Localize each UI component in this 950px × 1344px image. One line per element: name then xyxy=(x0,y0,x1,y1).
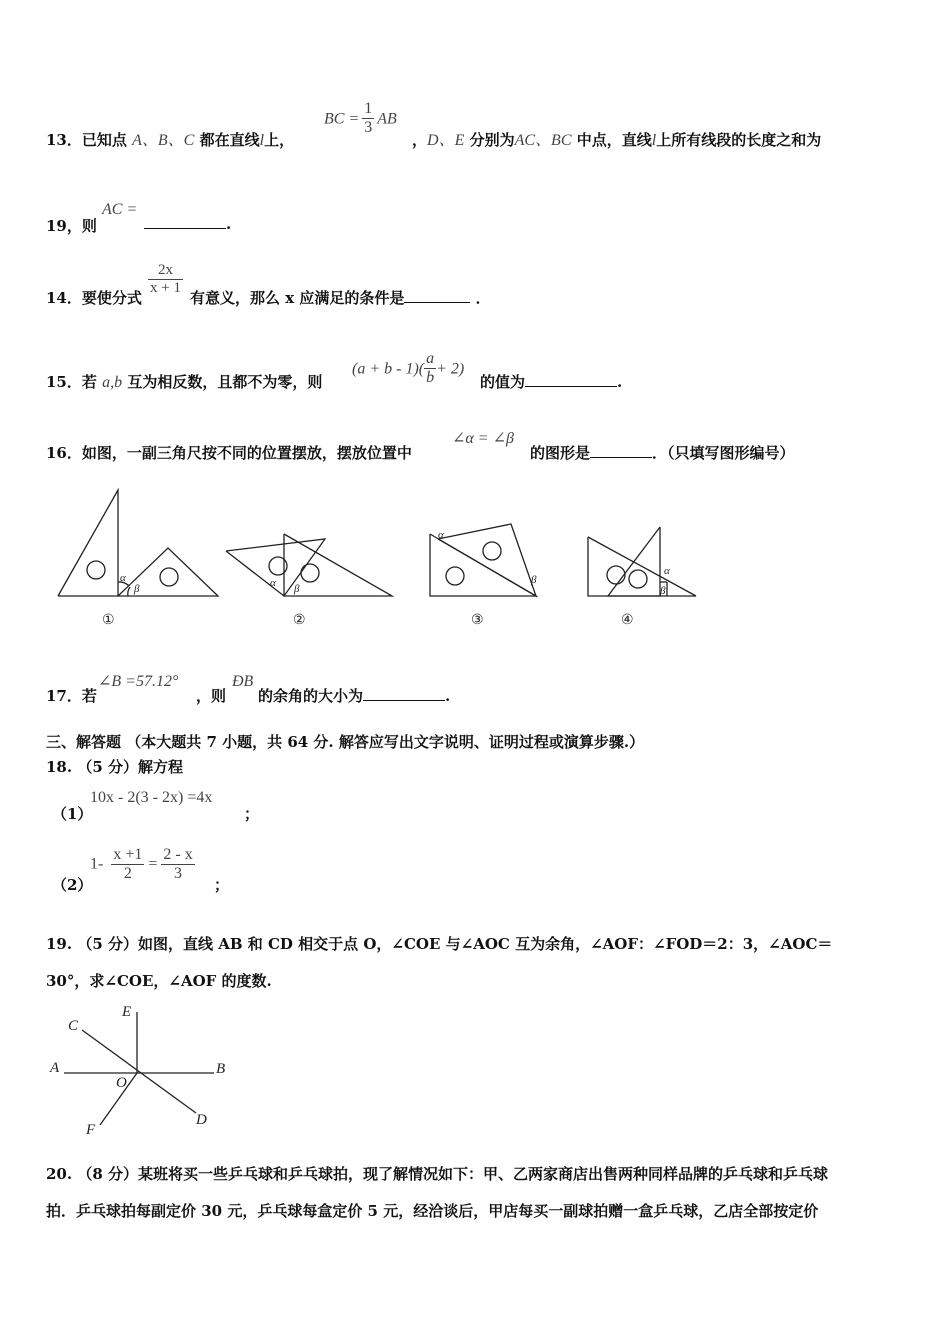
figure-2 xyxy=(226,534,392,596)
point-d-label: D xyxy=(196,1112,207,1128)
q17-line: 17．若 xyxy=(46,687,97,705)
q13-bc-formula: BC = $\frac{1}{3}$ AB xyxy=(324,100,397,137)
point-a-label: A xyxy=(50,1060,60,1076)
beta-label-1: β xyxy=(134,583,140,595)
q13-line1-cont: ，D、E 分别为AC、BC 中点，直线l上所有线段的长度之和为 xyxy=(412,131,822,149)
q18-part1-end: ； xyxy=(244,805,260,823)
q14-number: 14． xyxy=(46,289,82,307)
q15-line: 15．若 a,b 互为相反数，且都不为零，则 xyxy=(46,373,323,391)
answer-blank[interactable] xyxy=(144,216,226,229)
answer-blank[interactable] xyxy=(525,374,617,387)
q16-number: 16． xyxy=(46,444,82,462)
alpha-label-2: α xyxy=(270,577,276,589)
beta-label-2: β xyxy=(294,583,300,595)
figure-label-2: ② xyxy=(293,613,306,628)
section-3-title: 三、解答题 （本大题共 7 小题，共 64 分. 解答应写出文字说明、证明过程或演算步骤.） xyxy=(46,733,645,751)
answer-blank[interactable] xyxy=(404,290,470,303)
q14-line: 14．要使分式 xyxy=(46,289,142,307)
figure-4 xyxy=(588,527,696,596)
q13-answer: . xyxy=(144,215,231,233)
point-e-label: E xyxy=(122,1004,132,1020)
q16-line-cont: 的图形是 ．（只填写图形编号） xyxy=(530,444,795,462)
figure-label-4: ④ xyxy=(621,613,634,628)
alpha-label-3: α xyxy=(438,529,444,541)
q18-part2-label: （2） xyxy=(52,876,93,894)
q15-expression: (a + b - 1)( $\frac{a}{b}$ + 2) xyxy=(352,350,465,387)
line-cd xyxy=(82,1030,196,1113)
figure-label-3: ③ xyxy=(471,613,484,628)
q16-expression: ∠α = ∠β xyxy=(452,430,514,447)
beta-label-3: β xyxy=(531,574,537,586)
q18-part2-end: ； xyxy=(214,876,230,894)
beta-label-4: β xyxy=(660,585,666,597)
q19-figure xyxy=(44,1000,244,1140)
q13-number: 13． xyxy=(46,131,82,149)
q15-number: 15． xyxy=(46,373,82,391)
q13-line1: 13．已知点 A、B、C 都在直线l上， xyxy=(46,131,295,149)
point-c-label: C xyxy=(68,1018,79,1034)
q18-title: 18. （5 分）解方程 xyxy=(46,758,183,776)
alpha-label-1: α xyxy=(120,572,126,584)
point-b-label: B xyxy=(216,1061,226,1077)
q17-line-cont: ，则 xyxy=(196,687,227,705)
q13-ac: AC = xyxy=(102,201,138,218)
q14-fraction: $\frac{2x}{x + 1}$ xyxy=(150,262,181,297)
alpha-label-4: α xyxy=(664,565,670,577)
q14-line-cont: 有意义，那么 x 应满足的条件是 ． xyxy=(190,289,491,307)
q17-line-cont2: 的余角的大小为 . xyxy=(258,687,451,705)
figure-label-1: ① xyxy=(102,613,115,628)
q17-number: 17． xyxy=(46,687,82,705)
point-o-label: O xyxy=(116,1075,127,1091)
q16-figures xyxy=(50,484,710,634)
q18-part1-label: （1） xyxy=(52,805,93,823)
q20-line2: 拍．乒乓球拍每副定价 30 元，乒乓球每盒定价 5 元，经洽谈后，甲店每买一副球拍赠一盒乒乓球，乙店全部按定价 xyxy=(46,1202,819,1220)
q17-expression: ∠B =57.12° xyxy=(98,673,179,690)
point-f-label: F xyxy=(86,1122,96,1138)
figure-1 xyxy=(58,490,218,596)
q16-line: 16．如图，一副三角尺按不同的位置摆放，摆放位置中 xyxy=(46,444,412,462)
q13-line2: 19，则 xyxy=(46,217,97,235)
figure-3 xyxy=(430,524,536,596)
answer-blank[interactable] xyxy=(590,445,652,458)
q15-line-cont: 的值为 . xyxy=(480,373,623,391)
q20-line1: 20. （8 分）某班将买一些乒乓球和乒乓球拍，现了解情况如下：甲、乙两家商店出售两种同样品牌的乒乓球和乒乓球 xyxy=(46,1165,828,1183)
q19-line1: 19. （5 分）如图，直线 AB 和 CD 相交于点 O，∠COE 与∠AOC 互为余角，∠AOF：∠FOD＝2：3，∠AOC＝ xyxy=(46,935,833,953)
q18-part2-equation: 1- $\frac{x +1}{2}$ = $\frac{2 - x}{3}$ xyxy=(90,846,193,883)
answer-blank[interactable] xyxy=(363,688,445,701)
q18-part1-equation: 10x - 2(3 - 2x) =4x xyxy=(90,789,213,806)
q19-line2: 30°，求∠COE，∠AOF 的度数. xyxy=(46,972,272,990)
q17-angle-b: ÐB xyxy=(232,673,254,690)
